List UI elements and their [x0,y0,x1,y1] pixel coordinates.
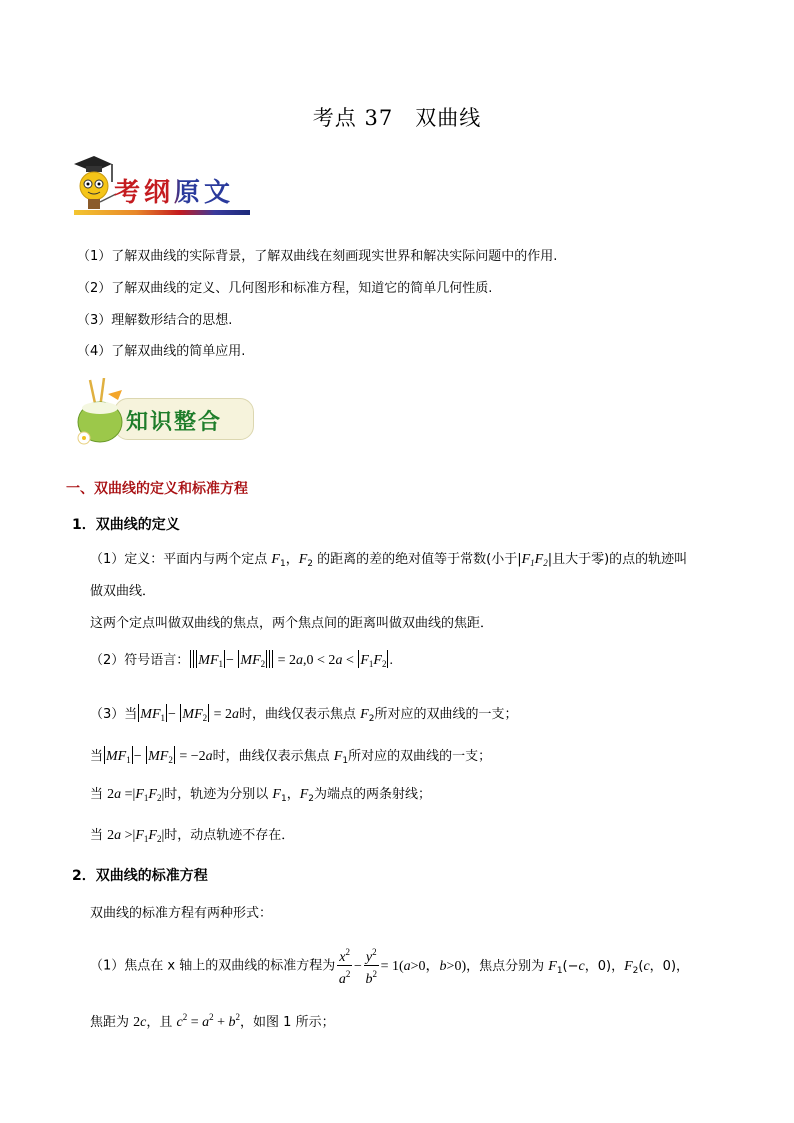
knowledge-banner [74,378,254,450]
form1-prefix: （1）焦点在 x 轴上的双曲线的标准方程为 [90,958,336,974]
case-rays: 当 $2a =|F_1F_2|$时，轨迹为分别以 $F_1$，$F_2$为端点的两条射线； [90,787,432,804]
coconut-drink-icon [74,378,134,450]
syllabus-item-4: （4）了解双曲线的简单应用. [77,344,246,359]
symbolic-label: （2）符号语言： [90,653,190,668]
sub-2: 2 [307,559,314,569]
subsection-heading-2: 2．双曲线的标准方程 [72,868,208,884]
def-comma: ， [285,552,299,567]
case4-formula: $MF_1 - MF_2 = -2a$ [103,749,213,764]
case-positive-branch [90,704,517,726]
case3-formula: $MF_1 - MF_2 = 2a$ [137,707,239,722]
subsection-heading-1: 1．双曲线的定义 [72,517,180,533]
syllabus-item-1: （1）了解双曲线的实际背景，了解双曲线在刻画现实世界和解决实际问题中的作用. [77,249,558,264]
def-text-a: （1）定义：平面内与两个定点 [90,552,272,567]
section-heading: 一、双曲线的定义和标准方程 [66,481,248,497]
case4-text: 时，曲线仅表示焦点 $F_1$所对应的双曲线的一支； [212,749,492,766]
symbolic-formula: $MF_1 - MF_2 = 2a,0 < 2a < F_1F_2$ . [189,653,393,668]
title-prefix: 考点 [312,106,357,130]
syllabus-banner-text: 考纲原文 [114,178,235,208]
form1-equation: $\frac{x^2}{a^2}$ − $\frac{y^2}{b^2}$ = 1(a>0，b>0) [338,947,467,987]
case-negative-branch [90,746,491,768]
def-text-b: 的距离的差的绝对值等于常数(小于| [313,552,522,567]
def-text-c: |且大于零)的点的轨迹叫 [547,552,688,567]
syllabus-item-2: （2）了解双曲线的定义、几何图形和标准方程，知道它的简单几何性质. [77,281,493,296]
case-nonexistent: 当 $2a >|F_1F_2|$时，动点轨迹不存在． [90,828,295,844]
case4-prefix: 当 [90,749,104,764]
page-title [0,102,794,132]
standard-form-x-axis-line2: 焦距为 2c，且 $c^2 = a^2 + b^2$，如图 1 所示； [90,1012,335,1030]
standard-form-x-axis [90,945,689,988]
sub-1: 1 [279,559,286,569]
case3-prefix: （3）当 [90,707,138,722]
definition-line-2: 做双曲线． [90,584,156,599]
syllabus-banner [68,152,250,216]
title-number: 37 [364,106,394,130]
foci-sentence: 这两个定点叫做双曲线的焦点，两个焦点间的距离叫做双曲线的焦距． [90,616,494,631]
syllabus-item-3: （3）理解数形结合的思想. [77,313,233,328]
f1f2-symbol: $F_1F_2$ [521,552,548,568]
case3-text: 时，曲线仅表示焦点 $F_2$所对应的双曲线的一支； [239,707,518,724]
knowledge-banner-label: 知识整合 [126,409,223,435]
gradient-underline [74,210,250,215]
f2-symbol: F [298,552,308,567]
title-topic: 双曲线 [415,106,482,130]
form1-foci: ，焦点分别为 $F_1(-c$，0)，$F_2(c$，0)， [466,958,690,976]
symbolic-language [90,650,393,671]
syllabus-banner-label [114,172,234,209]
f1-symbol: F [271,552,280,567]
standard-form-intro: 双曲线的标准方程有两种形式： [90,906,273,921]
definition-line-1 [90,553,687,571]
